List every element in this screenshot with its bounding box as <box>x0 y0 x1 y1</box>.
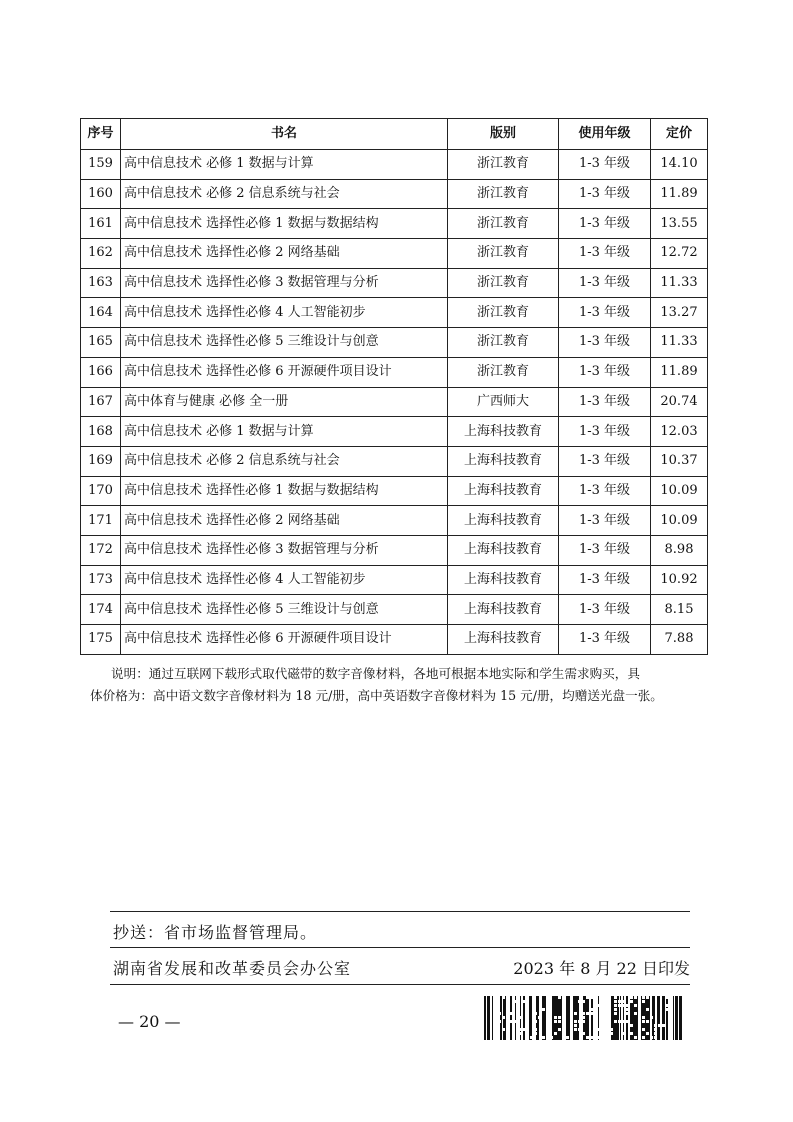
note-line-1: 说明：通过互联网下载形式取代磁带的数字音像材料，各地可根据本地实际和学生需求购买，具 <box>111 666 640 681</box>
header-price: 定价 <box>651 119 708 150</box>
cell-title: 高中信息技术 选择性必修 3 数据管理与分析 <box>121 268 448 298</box>
header-seq: 序号 <box>81 119 121 150</box>
table-row <box>81 387 708 417</box>
cell-seq: 167 <box>81 387 121 417</box>
cell-price: 10.09 <box>651 476 708 506</box>
cell-title: 高中信息技术 选择性必修 4 人工智能初步 <box>121 298 448 328</box>
cell-grade: 1-3 年级 <box>559 150 651 180</box>
footer-rule-top <box>110 911 690 912</box>
cell-publisher: 上海科技教育 <box>448 446 559 476</box>
cell-grade: 1-3 年级 <box>559 506 651 536</box>
note-text <box>90 663 710 707</box>
cell-seq: 170 <box>81 476 121 506</box>
header-grade: 使用年级 <box>559 119 651 150</box>
cell-grade: 1-3 年级 <box>559 446 651 476</box>
table-row <box>81 357 708 387</box>
cell-seq: 168 <box>81 417 121 447</box>
cell-seq: 161 <box>81 209 121 239</box>
cell-price: 12.03 <box>651 417 708 447</box>
table-header-row <box>81 119 708 150</box>
cell-seq: 175 <box>81 625 121 655</box>
table-row <box>81 268 708 298</box>
2d-barcode-icon <box>484 996 686 1040</box>
cell-seq: 163 <box>81 268 121 298</box>
cell-publisher: 上海科技教育 <box>448 565 559 595</box>
cell-grade: 1-3 年级 <box>559 535 651 565</box>
cell-seq: 173 <box>81 565 121 595</box>
cell-publisher: 上海科技教育 <box>448 476 559 506</box>
cell-publisher: 上海科技教育 <box>448 506 559 536</box>
issuer-name: 湖南省发展和改革委员会办公室 <box>113 959 352 978</box>
cell-grade: 1-3 年级 <box>559 417 651 447</box>
table-row <box>81 446 708 476</box>
cell-title: 高中信息技术 选择性必修 6 开源硬件项目设计 <box>121 357 448 387</box>
cell-price: 12.72 <box>651 239 708 269</box>
cell-seq: 169 <box>81 446 121 476</box>
cell-publisher: 浙江教育 <box>448 268 559 298</box>
cell-grade: 1-3 年级 <box>559 179 651 209</box>
table-row <box>81 506 708 536</box>
cell-grade: 1-3 年级 <box>559 625 651 655</box>
table-row <box>81 209 708 239</box>
cell-price: 10.09 <box>651 506 708 536</box>
cell-grade: 1-3 年级 <box>559 387 651 417</box>
cell-price: 8.98 <box>651 535 708 565</box>
cell-price: 8.15 <box>651 595 708 625</box>
cell-publisher: 上海科技教育 <box>448 595 559 625</box>
table-row <box>81 150 708 180</box>
cell-title: 高中信息技术 选择性必修 5 三维设计与创意 <box>121 595 448 625</box>
cell-publisher: 上海科技教育 <box>448 625 559 655</box>
table-row <box>81 595 708 625</box>
cell-title: 高中信息技术 选择性必修 4 人工智能初步 <box>121 565 448 595</box>
cell-title: 高中信息技术 必修 2 信息系统与社会 <box>121 446 448 476</box>
footer-rule-bottom <box>110 984 690 985</box>
cell-grade: 1-3 年级 <box>559 268 651 298</box>
cell-title: 高中信息技术 必修 1 数据与计算 <box>121 417 448 447</box>
cell-publisher: 上海科技教育 <box>448 417 559 447</box>
table-row <box>81 565 708 595</box>
cell-grade: 1-3 年级 <box>559 595 651 625</box>
cell-grade: 1-3 年级 <box>559 328 651 358</box>
cell-title: 高中信息技术 选择性必修 5 三维设计与创意 <box>121 328 448 358</box>
cell-seq: 159 <box>81 150 121 180</box>
cell-grade: 1-3 年级 <box>559 209 651 239</box>
cell-price: 7.88 <box>651 625 708 655</box>
cell-seq: 171 <box>81 506 121 536</box>
cell-title: 高中信息技术 选择性必修 6 开源硬件项目设计 <box>121 625 448 655</box>
cell-price: 11.89 <box>651 357 708 387</box>
book-price-table <box>80 118 708 655</box>
table-row <box>81 179 708 209</box>
cell-price: 11.33 <box>651 328 708 358</box>
cell-price: 20.74 <box>651 387 708 417</box>
note-line-2: 体价格为：高中语文数字音像材料为 18 元/册，高中英语数字音像材料为 15 元/册，均赠送光盘一张。 <box>90 688 663 703</box>
cell-price: 13.27 <box>651 298 708 328</box>
cell-title: 高中信息技术 选择性必修 1 数据与数据结构 <box>121 209 448 239</box>
cell-grade: 1-3 年级 <box>559 476 651 506</box>
issue-date: 2023 年 8 月 22 日印发 <box>513 959 690 978</box>
cell-price: 13.55 <box>651 209 708 239</box>
table-row <box>81 625 708 655</box>
table-row <box>81 476 708 506</box>
cell-seq: 164 <box>81 298 121 328</box>
cell-grade: 1-3 年级 <box>559 298 651 328</box>
header-publisher: 版别 <box>448 119 559 150</box>
table-row <box>81 298 708 328</box>
table-row <box>81 328 708 358</box>
cell-seq: 162 <box>81 239 121 269</box>
cell-seq: 166 <box>81 357 121 387</box>
cell-title: 高中信息技术 选择性必修 3 数据管理与分析 <box>121 535 448 565</box>
cell-seq: 160 <box>81 179 121 209</box>
cell-publisher: 浙江教育 <box>448 298 559 328</box>
table-row <box>81 239 708 269</box>
cell-price: 10.92 <box>651 565 708 595</box>
cell-publisher: 浙江教育 <box>448 179 559 209</box>
cell-publisher: 浙江教育 <box>448 209 559 239</box>
cell-price: 14.10 <box>651 150 708 180</box>
cell-seq: 174 <box>81 595 121 625</box>
header-title: 书名 <box>121 119 448 150</box>
cell-grade: 1-3 年级 <box>559 239 651 269</box>
cc-line: 抄送：省市场监督管理局。 <box>113 923 318 942</box>
cell-title: 高中信息技术 选择性必修 2 网络基础 <box>121 239 448 269</box>
cell-publisher: 广西师大 <box>448 387 559 417</box>
cell-publisher: 上海科技教育 <box>448 535 559 565</box>
cell-price: 10.37 <box>651 446 708 476</box>
cell-grade: 1-3 年级 <box>559 565 651 595</box>
table-row <box>81 535 708 565</box>
cell-seq: 165 <box>81 328 121 358</box>
cell-publisher: 浙江教育 <box>448 328 559 358</box>
footer-rule-middle <box>110 947 690 948</box>
cell-publisher: 浙江教育 <box>448 150 559 180</box>
cell-price: 11.33 <box>651 268 708 298</box>
cell-seq: 172 <box>81 535 121 565</box>
table-row <box>81 417 708 447</box>
cell-title: 高中信息技术 必修 1 数据与计算 <box>121 150 448 180</box>
cell-publisher: 浙江教育 <box>448 239 559 269</box>
cell-title: 高中信息技术 选择性必修 2 网络基础 <box>121 506 448 536</box>
cell-price: 11.89 <box>651 179 708 209</box>
cell-title: 高中信息技术 选择性必修 1 数据与数据结构 <box>121 476 448 506</box>
cell-title: 高中信息技术 必修 2 信息系统与社会 <box>121 179 448 209</box>
table-body <box>81 150 708 655</box>
cell-grade: 1-3 年级 <box>559 357 651 387</box>
cell-title: 高中体育与健康 必修 全一册 <box>121 387 448 417</box>
page-number: — 20 — <box>118 1012 181 1031</box>
cell-publisher: 浙江教育 <box>448 357 559 387</box>
